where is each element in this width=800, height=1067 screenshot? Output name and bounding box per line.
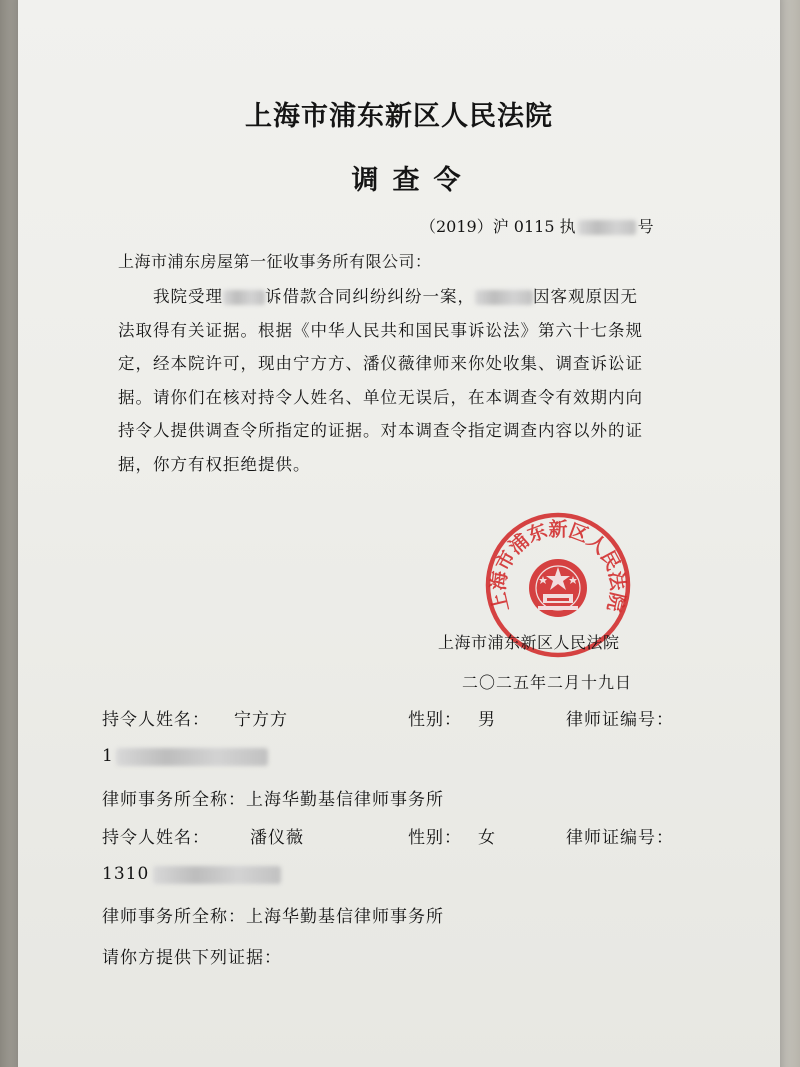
holder1-firm-label: 律师事务所全称： xyxy=(102,790,246,810)
holder1-license-number xyxy=(102,746,268,766)
holder1-name-label: 持令人姓名： xyxy=(102,710,210,730)
holder2-firm-name: 上海华勤基信律师事务所 xyxy=(246,907,444,927)
redacted-license-number xyxy=(153,866,281,884)
investigation-order-document xyxy=(18,0,780,1067)
case-number-suffix: 号 xyxy=(637,217,654,236)
holder1-firm-name: 上海华勤基信律师事务所 xyxy=(246,790,444,810)
holder2-license-prefix: 1310 xyxy=(102,864,150,884)
holder1-firm xyxy=(102,785,444,810)
body-line: 据。请你们在核对持令人姓名、单位无误后，在本调查令有效期内向 xyxy=(118,387,643,407)
holder2-name: 潘仪薇 xyxy=(250,828,304,848)
holder1-license-label: 律师证编号： xyxy=(566,710,674,730)
redacted-party-name xyxy=(223,290,265,305)
body-line: 我院受理 诉借款合同纠纷纠纷一案， 因客观原因无 xyxy=(153,287,638,306)
holder1-license-prefix: 1 xyxy=(102,746,114,766)
court-name-heading: 上海市浦东新区人民法院 xyxy=(245,101,553,132)
holder2-firm xyxy=(102,902,444,927)
redacted-case-number xyxy=(578,220,636,235)
holder2-gender-label: 性别： xyxy=(408,828,462,848)
holder1-gender: 男 xyxy=(478,710,496,730)
holder2-gender: 女 xyxy=(478,828,496,848)
seal-text: 上海市浦东新区人民法院 xyxy=(487,518,629,614)
signature-court: 上海市浦东新区人民法院 xyxy=(438,633,620,652)
redacted-license-number xyxy=(116,748,268,766)
order-body xyxy=(118,280,718,481)
body-line: 据，你方有权拒绝提供。 xyxy=(118,454,311,474)
holder2-name-label: 持令人姓名： xyxy=(102,828,210,848)
evidence-request-line: 请你方提供下列证据： xyxy=(102,948,282,968)
body-line: 持令人提供调查令所指定的证据。对本调查令指定调查内容以外的证 xyxy=(118,421,643,440)
signature-date: 二〇二五年二月十九日 xyxy=(462,673,633,692)
holder1-gender-label: 性别： xyxy=(408,710,462,730)
holder2-firm-label: 律师事务所全称： xyxy=(102,907,246,927)
case-number xyxy=(420,214,654,237)
body-line: 定，经本院许可，现由宁方方、潘仪薇律师来你处收集、调查诉讼证 xyxy=(118,354,643,373)
case-number-prefix: （2019）沪 0115 执 xyxy=(420,217,576,236)
body-line: 法取得有关证据。根据《中华人民共和国民事诉讼法》第六十七条规 xyxy=(118,320,643,340)
redacted-party-name xyxy=(475,290,533,305)
document-title: 调查令 xyxy=(351,165,475,196)
national-emblem-icon xyxy=(529,559,587,617)
holder2-license-number xyxy=(102,864,281,884)
holder2-license-label: 律师证编号： xyxy=(566,828,674,848)
recipient-line: 上海市浦东房屋第一征收事务所有限公司： xyxy=(118,252,432,271)
holder1-name: 宁方方 xyxy=(234,710,288,730)
